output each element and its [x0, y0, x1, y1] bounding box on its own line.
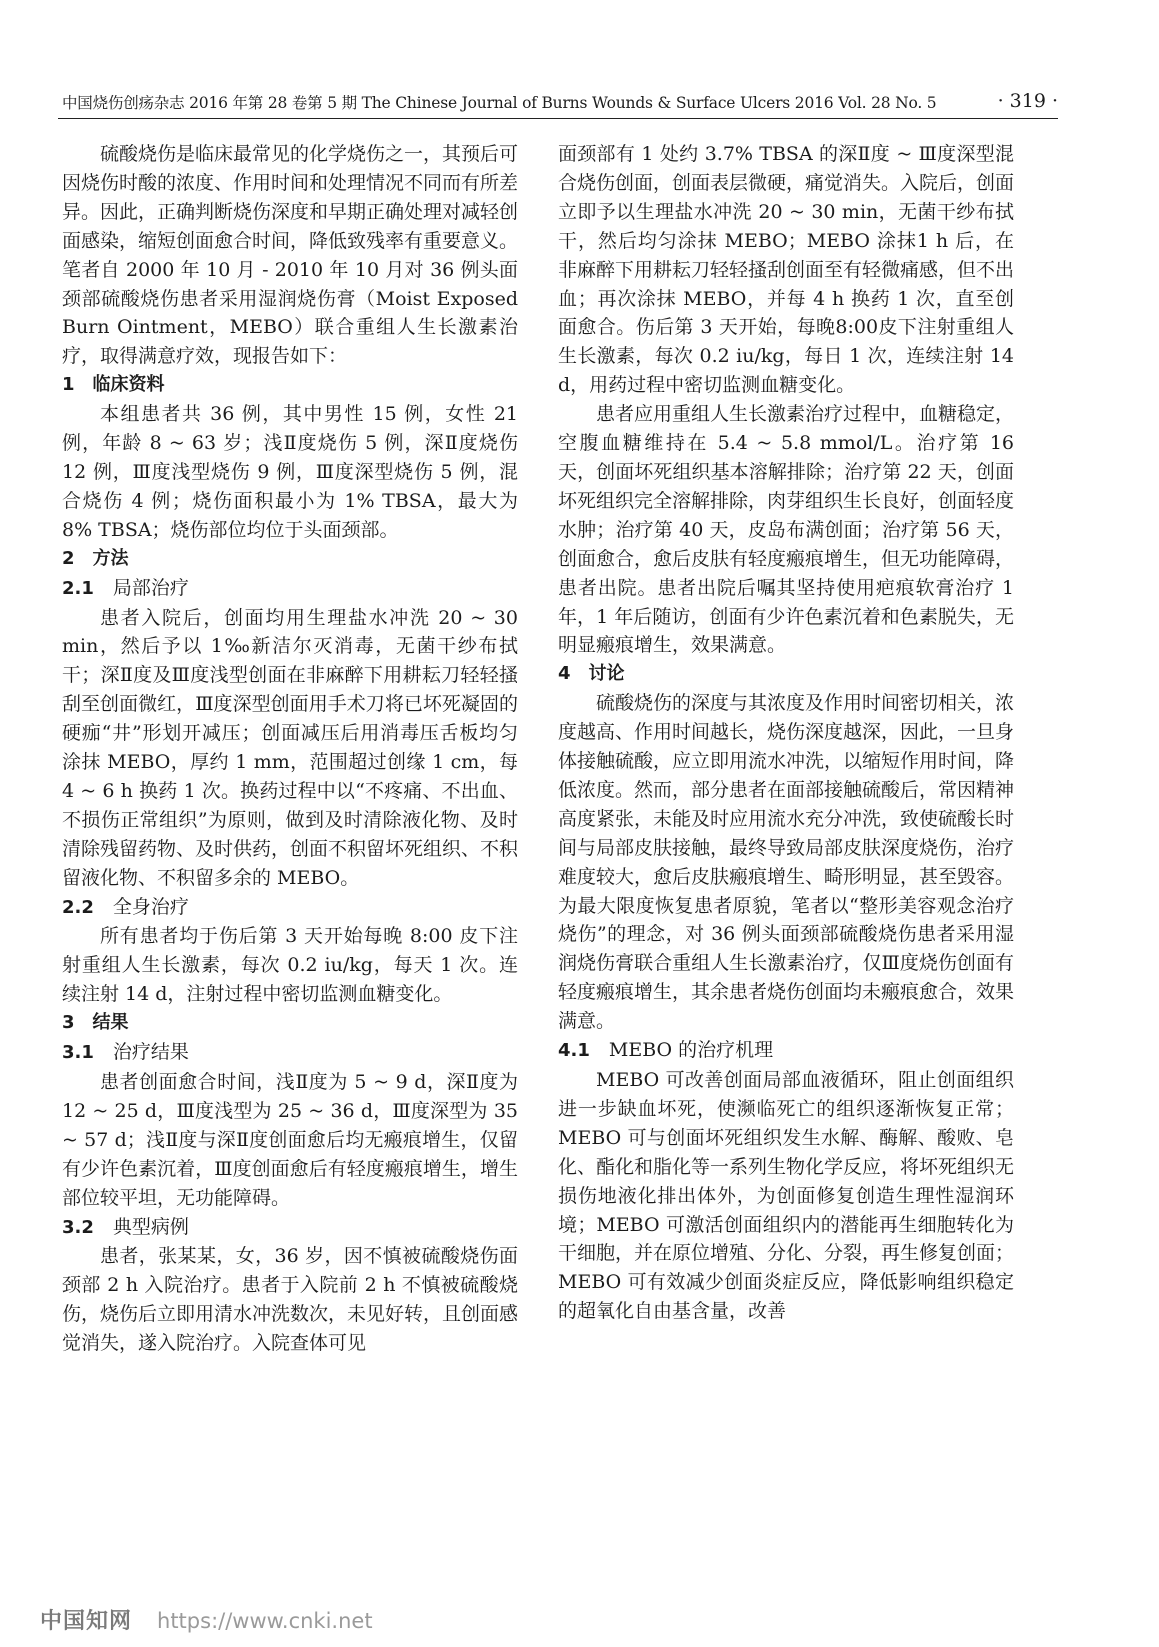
right-column — [558, 140, 1014, 1326]
page-number: · 319 · — [997, 90, 1058, 112]
section-heading-1 — [62, 371, 518, 400]
cnki-url: https://www.cnki.net — [157, 1609, 373, 1633]
intro-paragraph: 硫酸烧伤是临床最常见的化学烧伤之一，其预后可因烧伤时酸的浓度、作用时间和处理情况不同而有所差异。因此，正确判断烧伤深度和早期正确处理对减轻创面感染，缩短创面愈合时间，降低致残率有重要意义。笔者自 2000 年 10 月 - 2010 年 10 月对 36 例头面颈部硫酸烧伤患者采用湿润烧伤膏（Moist Exposed Burn Ointment，MEBO）联合重组人生长激素治疗，取得满意疗效，现报告如下： — [62, 143, 519, 368]
section-number: 4 — [558, 663, 571, 685]
section-number: 3 — [62, 1012, 75, 1034]
body-paragraph: 本组患者共 36 例，其中男性 15 例，女性 21 例，年龄 8 ~ 63 岁；浅Ⅱ度烧伤 5 例，深Ⅱ度烧伤 12 例，Ⅲ度浅型烧伤 9 例，Ⅲ度深型烧伤 5 例，混合烧伤 4 例；烧伤面积最小为 1% TBSA，最大为 8% TBSA；烧伤部位均位于头面颈部。 — [62, 403, 518, 541]
section-heading-4 — [558, 660, 1014, 689]
running-header — [58, 86, 1058, 119]
section-title: 讨论 — [588, 663, 625, 685]
body-paragraph: 患者创面愈合时间，浅Ⅱ度为 5 ~ 9 d，深Ⅱ度为 12 ~ 25 d，Ⅲ度浅型为 25 ~ 36 d，Ⅲ度深型为 35 ~ 57 d；浅Ⅱ度与深Ⅱ度创面愈后均无瘢痕增生，仅留有少许色素沉着，Ⅲ度创面愈后有轻度瘢痕增生，增生部位较平坦，无功能障碍。 — [62, 1071, 518, 1209]
left-column — [62, 140, 518, 1358]
section-number: 2 — [62, 547, 75, 569]
section-heading-3 — [62, 1009, 518, 1038]
section-number: 1 — [62, 374, 75, 396]
cnki-logo: 中国知网 — [40, 1609, 133, 1634]
body-paragraph: 硫酸烧伤的深度与其浓度及作用时间密切相关，浓度越高、作用时间越长，烧伤深度越深，因此，一旦身体接触硫酸，应立即用流水冲洗，以缩短作用时间，降低浓度。然而，部分患者在面部接触硫酸后，常因精神高度紧张，未能及时应用流水充分冲洗，致使硫酸长时间与局部皮肤接触，最终导致局部皮肤深度烧伤，治疗难度较大，愈后皮肤瘢痕增生、畸形明显，甚至毁容。为最大限度恢复患者原貌，笔者以“整形美容观念治疗烧伤”的理念，对 36 例头面颈部硫酸烧伤患者采用湿润烧伤膏联合重组人生长激素治疗，仅Ⅲ度烧伤创面有轻度瘢痕增生，其余患者烧伤创面均未瘢痕愈合，效果满意。 — [558, 692, 1015, 1033]
section-title: 方法 — [92, 547, 129, 569]
watermark-footer — [40, 1604, 373, 1635]
body-paragraph: 所有患者均于伤后第 3 天开始每晚 8:00 皮下注射重组人生长激素，每次 0.2 iu/kg，每天 1 次。连续注射 14 d，注射过程中密切监测血糖变化。 — [62, 925, 518, 1006]
body-paragraph: 患者应用重组人生长激素治疗过程中，血糖稳定，空腹血糖维持在 5.4 ~ 5.8 mmol/L。治疗第 16 天，创面坏死组织基本溶解排除；治疗第 22 天，创面坏死组织完全溶解排除，肉芽组织生长良好，创面轻度水肿；治疗第 40 天，皮岛布满创面；治疗第 56 天，创面愈合，愈后皮肤有轻度瘢痕增生，但无功能障碍，患者出院。患者出院后嘱其坚持使用疤痕软膏治疗 1 年，1 年后随访，创面有少许色素沉着和色素脱失，无明显瘢痕增生，效果满意。 — [558, 403, 1015, 657]
subsection-heading-4-1 — [558, 1036, 1014, 1066]
section-title: 结果 — [92, 1012, 129, 1034]
subsection-number: 2.1 — [62, 577, 94, 599]
subsection-number: 4.1 — [558, 1040, 590, 1062]
subsection-number: 3.2 — [62, 1216, 94, 1238]
subsection-heading-3-1 — [62, 1038, 518, 1068]
section-title: 临床资料 — [92, 374, 165, 396]
body-paragraph-continued: 面颈部有 1 处约 3.7% TBSA 的深Ⅱ度 ~ Ⅲ度深型混合烧伤创面，创面表层微硬，痛觉消失。入院后，创面立即予以生理盐水冲洗 20 ~ 30 min，无菌干纱布拭干，然后均匀涂抹 MEBO；MEBO 涂抹1 h 后，在非麻醉下用耕耘刀轻轻搔刮创面至有轻微痛感，但不出血；再次涂抹 MEBO，并每 4 h 换药 1 次，直至创面愈合。伤后第 3 天开始，每晚8:00皮下注射重组人生长激素，每次 0.2 iu/kg，每日 1 次，连续注射 14 d，用药过程中密切监测血糖变化。 — [558, 143, 1015, 397]
subsection-title: 治疗结果 — [112, 1041, 189, 1064]
body-paragraph: 患者入院后，创面均用生理盐水冲洗 20 ~ 30 min，然后予以 1‰新洁尔灭消毒，无菌干纱布拭干；深Ⅱ度及Ⅲ度浅型创面在非麻醉下用耕耘刀轻轻搔刮至创面微红，Ⅲ度深型创面用手术刀将已坏死凝固的硬痂“井”形划开减压；创面减压后用消毒压舌板均匀涂抹 MEBO，厚约 1 mm，范围超过创缘 1 cm，每 4 ~ 6 h 换药 1 次。换药过程中以“不疼痛、不出血、不损伤正常组织”为原则，做到及时清除液化物、及时清除残留药物、及时供药，创面不积留坏死组织、不积留液化物、不积留多余的 MEBO。 — [62, 606, 519, 889]
subsection-heading-2-2 — [62, 893, 518, 923]
subsection-number: 3.1 — [62, 1042, 94, 1064]
subsection-number: 2.2 — [62, 896, 94, 918]
subsection-title: MEBO 的治疗机理 — [608, 1039, 774, 1062]
subsection-title: 典型病例 — [112, 1215, 189, 1238]
body-paragraph: 患者，张某某，女，36 岁，因不慎被硫酸烧伤面颈部 2 h 入院治疗。患者于入院前 2 h 不慎被硫酸烧伤，烧伤后立即用清水冲洗数次，未见好转，且创面感觉消失，遂入院治疗。入院查体可见 — [62, 1245, 519, 1355]
subsection-heading-3-2 — [62, 1213, 518, 1243]
subsection-title: 全身治疗 — [112, 895, 189, 918]
journal-citation: 中国烧伤创疡杂志 2016 年第 28 卷第 5 期 The Chinese Journal of Burns Wounds & Surface Ulcers 2016 Vol. 28 No. 5 — [62, 94, 937, 112]
section-heading-2 — [62, 545, 518, 574]
subsection-heading-2-1 — [62, 574, 518, 604]
subsection-title: 局部治疗 — [112, 576, 189, 599]
body-paragraph: MEBO 可改善创面局部血液循环，阻止创面组织进一步缺血坏死，使濒临死亡的组织逐渐恢复正常；MEBO 可与创面坏死组织发生水解、酶解、酸败、皂化、酯化和脂化等一系列生物化学反应，将坏死组织无损伤地液化排出体外，为创面修复创造生理性湿润环境；MEBO 可激活创面组织内的潜能再生细胞转化为干细胞，并在原位增殖、分化、分裂，再生修复创面；MEBO 可有效减少创面炎症反应，降低影响组织稳定的超氧化自由基含量，改善 — [558, 1069, 1015, 1323]
